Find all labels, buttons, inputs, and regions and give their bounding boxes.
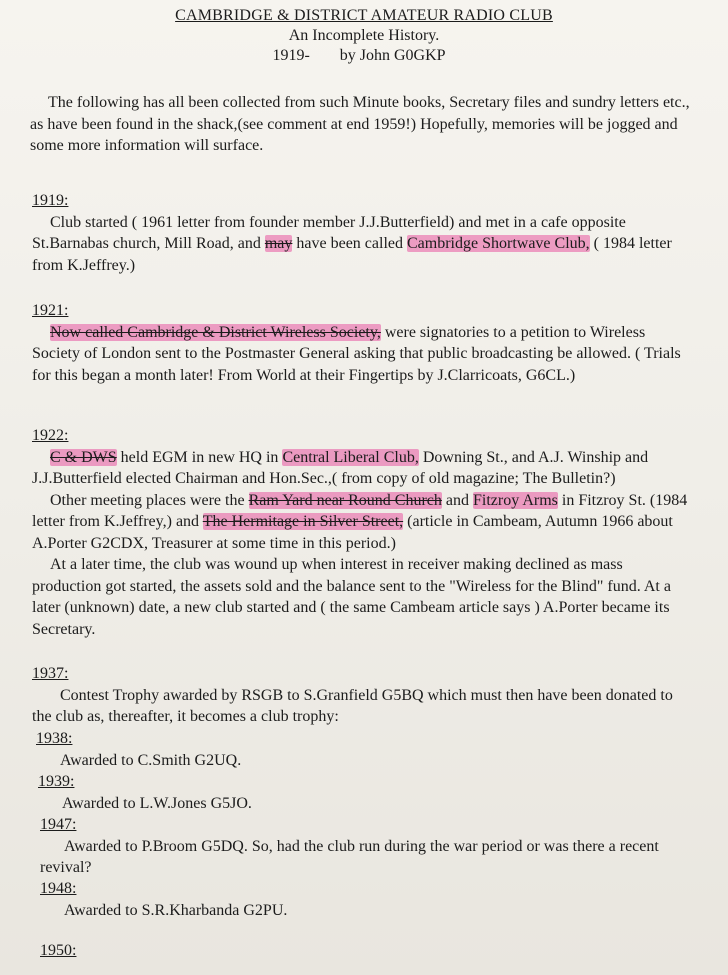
author: by John G0GKP <box>339 47 446 64</box>
year-heading: 1922: <box>32 427 69 444</box>
year-heading: 1938: <box>36 730 73 747</box>
highlight: Ram Yard near Round Church <box>248 491 442 509</box>
document-title: CAMBRIDGE & DISTRICT AMATEUR RADIO CLUB <box>175 7 553 24</box>
year-heading: 1948: <box>40 880 77 897</box>
section-1922: 1922: C & DWS held EGM in new HQ in Central Liberal Club, Downing St., and A.J. Winship and J.J.Butterfield elected Chairman and Hon.Sec.,( from copy of old magazine; The Bulletin?) Other meeting places were the Ram Yard near Round Church and Fitzroy Arms in Fitzroy St. (1984 letter from K.Jeffrey,) and The Hermitage in Silver Street, (article in Cambeam, Autumn 1966 about A.Porter G2CDX, Treasurer at some time in this period.) At a later time, the club was wound up when interest in receiver making declined as mass production got started, the assets sold and the balance sent to the "Wireless for the Blind" fund. At a later (unknown) date, a new club started and ( the same Cambeam article says ) A.Porter became its Secretary. <box>32 425 692 640</box>
highlight: Central Liberal Club, <box>282 448 419 466</box>
highlight: The Hermitage in Silver Street, <box>202 513 404 530</box>
year-heading: 1947: <box>40 816 77 833</box>
document-header <box>0 6 728 66</box>
year-heading: 1919: <box>32 192 69 209</box>
highlight: Fitzroy Arms <box>473 491 558 509</box>
section-1921: 1921: Now called Cambridge & District Wireless Society, were signatories to a petition to Wireless Society of London sent to the Postmaster General asking that public broadcasting be allowed. ( Trials for this began a month later! From World at their Fingertips by J.Clarricoats, G6CL.) <box>32 300 692 386</box>
section-1937: 1937: Contest Trophy awarded by RSGB to S.Granfield G5BQ which must then have been donated to the club as, thereafter, it becomes a club trophy: <box>32 663 692 728</box>
highlight: Now called Cambridge & District Wireless Society, <box>50 323 381 341</box>
year-heading: 1937: <box>32 665 69 682</box>
year-range: 1919- <box>272 47 310 64</box>
year-heading: 1939: <box>38 773 75 790</box>
section-1947: 1947: Awarded to P.Broom G5DQ. So, had the club run during the war period or was there a recent revival? <box>40 814 700 879</box>
year-heading: 1950: <box>40 942 77 959</box>
highlight: C & DWS <box>50 448 117 466</box>
intro-paragraph: The following has all been collected from such Minute books, Secretary files and sundry letters etc., as have been found in the shack,(see comment at end 1959!) Hopefully, memories will be jogged and some more information will surface. <box>30 94 690 154</box>
section-1919: 1919: Club started ( 1961 letter from founder member J.J.Butterfield) and met in a cafe opposite St.Barnabas church, Mill Road, and may have been called Cambridge Shortwave Club, ( 1984 letter from K.Jeffrey.) <box>32 190 692 276</box>
section-1950 <box>40 940 700 962</box>
section-1938: 1938: Awarded to C.Smith G2UQ. <box>36 728 696 771</box>
highlight: Cambridge Shortwave Club, <box>407 235 590 252</box>
section-1939: 1939: Awarded to L.W.Jones G5JO. <box>38 771 698 814</box>
section-1948: 1948: Awarded to S.R.Kharbanda G2PU. <box>40 878 700 921</box>
year-heading: 1921: <box>32 302 69 319</box>
document-subtitle: An Incomplete History. <box>288 27 440 44</box>
highlight: may <box>264 235 293 252</box>
